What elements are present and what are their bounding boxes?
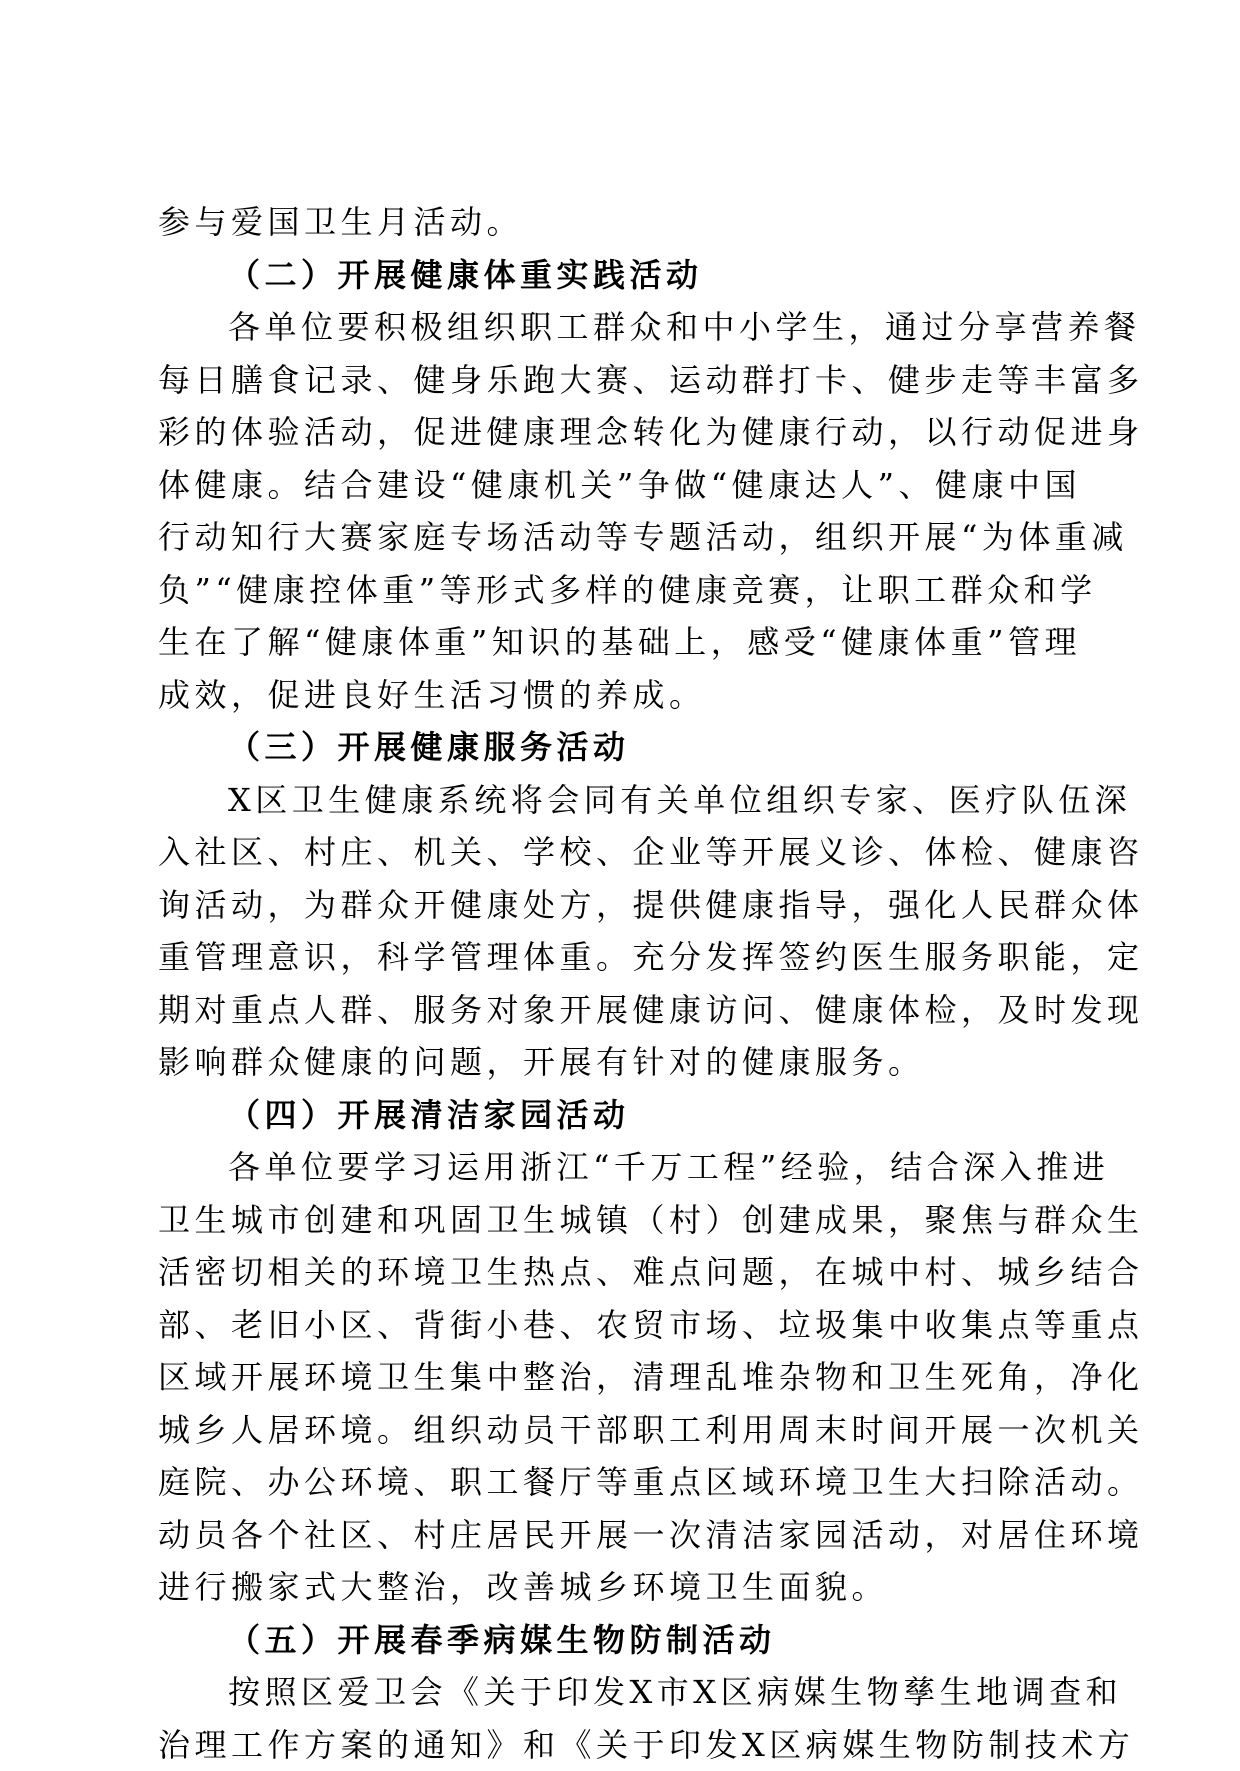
section-heading-2: （二）开展健康体重实践活动 [158, 249, 1082, 302]
body-line: 成效，促进良好生活习惯的养成。 [158, 669, 1082, 722]
body-line: 入社区、村庄、机关、学校、企业等开展义诊、体检、健康咨 [158, 826, 1082, 879]
body-line: 负”“健康控体重”等形式多样的健康竞赛，让职工群众和学 [158, 564, 1082, 617]
body-line: 每日膳食记录、健身乐跑大赛、运动群打卡、健步走等丰富多 [158, 354, 1082, 407]
body-line: 城乡人居环境。组织动员干部职工利用周末时间开展一次机关 [158, 1404, 1082, 1457]
body-line: X区卫生健康系统将会同有关单位组织专家、医疗队伍深 [158, 774, 1082, 827]
body-line: 期对重点人群、服务对象开展健康访问、健康体检，及时发现 [158, 984, 1082, 1037]
body-line: 各单位要学习运用浙江“千万工程”经验，结合深入推进 [158, 1141, 1082, 1194]
body-line: 各单位要积极组织职工群众和中小学生，通过分享营养餐 [158, 301, 1082, 354]
body-line: 体健康。结合建设“健康机关”争做“健康达人”、健康中国 [158, 459, 1082, 512]
body-line: 生在了解“健康体重”知识的基础上，感受“健康体重”管理 [158, 616, 1082, 669]
document-page [158, 196, 1082, 1771]
body-line: 询活动，为群众开健康处方，提供健康指导，强化人民群众体 [158, 879, 1082, 932]
body-line: 进行搬家式大整治，改善城乡环境卫生面貌。 [158, 1561, 1082, 1614]
body-line: 庭院、办公环境、职工餐厅等重点区域环境卫生大扫除活动。 [158, 1456, 1082, 1509]
body-line: 活密切相关的环境卫生热点、难点问题，在城中村、城乡结合 [158, 1246, 1082, 1299]
body-line: 卫生城市创建和巩固卫生城镇（村）创建成果，聚焦与群众生 [158, 1194, 1082, 1247]
body-line: 动员各个社区、村庄居民开展一次清洁家园活动，对居住环境 [158, 1509, 1082, 1562]
body-line: 治理工作方案的通知》和《关于印发X区病媒生物防制技术方 [158, 1719, 1082, 1771]
body-line: 重管理意识，科学管理体重。充分发挥签约医生服务职能，定 [158, 931, 1082, 984]
body-line: 行动知行大赛家庭专场活动等专题活动，组织开展“为体重减 [158, 511, 1082, 564]
body-line: 部、老旧小区、背街小巷、农贸市场、垃圾集中收集点等重点 [158, 1299, 1082, 1352]
section-heading-5: （五）开展春季病媒生物防制活动 [158, 1614, 1082, 1667]
body-line: 按照区爱卫会《关于印发X市X区病媒生物孳生地调查和 [158, 1666, 1082, 1719]
section-heading-4: （四）开展清洁家园活动 [158, 1089, 1082, 1142]
section-heading-3: （三）开展健康服务活动 [158, 721, 1082, 774]
body-line: 区域开展环境卫生集中整治，清理乱堆杂物和卫生死角，净化 [158, 1351, 1082, 1404]
body-line: 影响群众健康的问题，开展有针对的健康服务。 [158, 1036, 1082, 1089]
body-line: 参与爱国卫生月活动。 [158, 196, 1082, 249]
body-line: 彩的体验活动，促进健康理念转化为健康行动，以行动促进身 [158, 406, 1082, 459]
